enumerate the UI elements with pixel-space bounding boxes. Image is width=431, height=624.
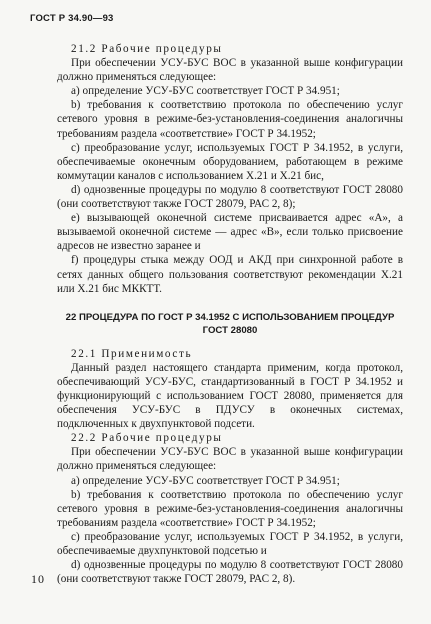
section-22-heading: 22 ПРОЦЕДУРА ПО ГОСТ Р 34.1952 С ИСПОЛЬЗОВАНИЕМ ПРОЦЕДУР ГОСТ 28080	[65, 311, 395, 336]
list-item-21-2-a: a) определение УСУ-БУС соответствует ГОСТ Р 34.951;	[71, 85, 340, 98]
list-item-21-2-e: e) вызывающей оконечной системе присваивается адрес «А», а вызываемой оконечной системе — адрес «В», если только присвоение адресов не известно заранее и	[57, 212, 403, 253]
list-item-22-2-b: b) требования к соответствию протокола по обеспечению услуг сетевого уровня в режиме-без-установления-соединения аналогичны требованиям раздела «соответствие» ГОСТ Р 34.1952;	[57, 488, 403, 529]
section-21-2-title: 21.2 Рабочие процедуры	[71, 43, 223, 55]
document-code-header: ГОСТ Р 34.90—93	[30, 13, 114, 24]
list-item-21-2-c: c) преобразование услуг, используемых ГОСТ Р 34.1952, в услуги, обеспечиваемые оконечным оборудованием, работающем в режиме коммутации каналов с использованием X.21 и X.21 бис,	[57, 141, 403, 182]
section-22-2-intro: При обеспечении УСУ-БУС ВОС в указанной выше конфигурации должно применяться следующее:	[57, 446, 403, 473]
list-item-21-2-b: b) требования к соответствию протокола по обеспечению услуг сетевого уровня в режиме-без-установления-соединения аналогичны требованиям раздела «соответствие» ГОСТ Р 34.1952;	[57, 99, 403, 140]
list-item-21-2-f: f) процедуры стыка между ООД и АКД при синхронной работе в сетях данных общего пользования соответствуют рекомендации X.21 или X.21 бис МККТТ.	[57, 254, 403, 295]
section-22-1-text: Данный раздел настоящего стандарта применим, когда протокол, обеспечивающий УСУ-БУС, стандартизованный в ГОСТ Р 34.1952 и функционирующий с использованием ГОСТ 28080, применяется для обеспечения УСУ-БУС в ПДУСУ в оконечных системах, подключенных к двухпунктовой подсети.	[57, 361, 403, 431]
list-item-21-2-d: d) однозвенные процедуры по модулю 8 соответствуют ГОСТ 28080 (они соответствуют также ГОСТ 28079, РАС 2, 8);	[57, 183, 403, 211]
section-22-2-title: 22.2 Рабочие процедуры	[71, 432, 223, 445]
section-22-1-title: 22.1 Применимость	[71, 347, 193, 360]
list-item-22-2-d: d) однозвенные процедуры по модулю 8 соответствуют ГОСТ 28080 (они соответствуют также ГОСТ 28079, РАС 2, 8).	[57, 559, 403, 586]
list-item-22-2-c: c) преобразование услуг, используемых ГОСТ Р 34.1952, в услуги, обеспечиваемые двухпунктовой подсетью и	[57, 530, 403, 557]
section-21-2-intro: При обеспечении УСУ-БУС ВОС в указанной выше конфигурации должно применяться следующее:	[57, 57, 403, 84]
document-body	[57, 42, 403, 586]
page-number: 10	[31, 572, 45, 586]
list-item-22-2-a: a) определение УСУ-БУС соответствует ГОСТ Р 34.951;	[71, 474, 340, 487]
